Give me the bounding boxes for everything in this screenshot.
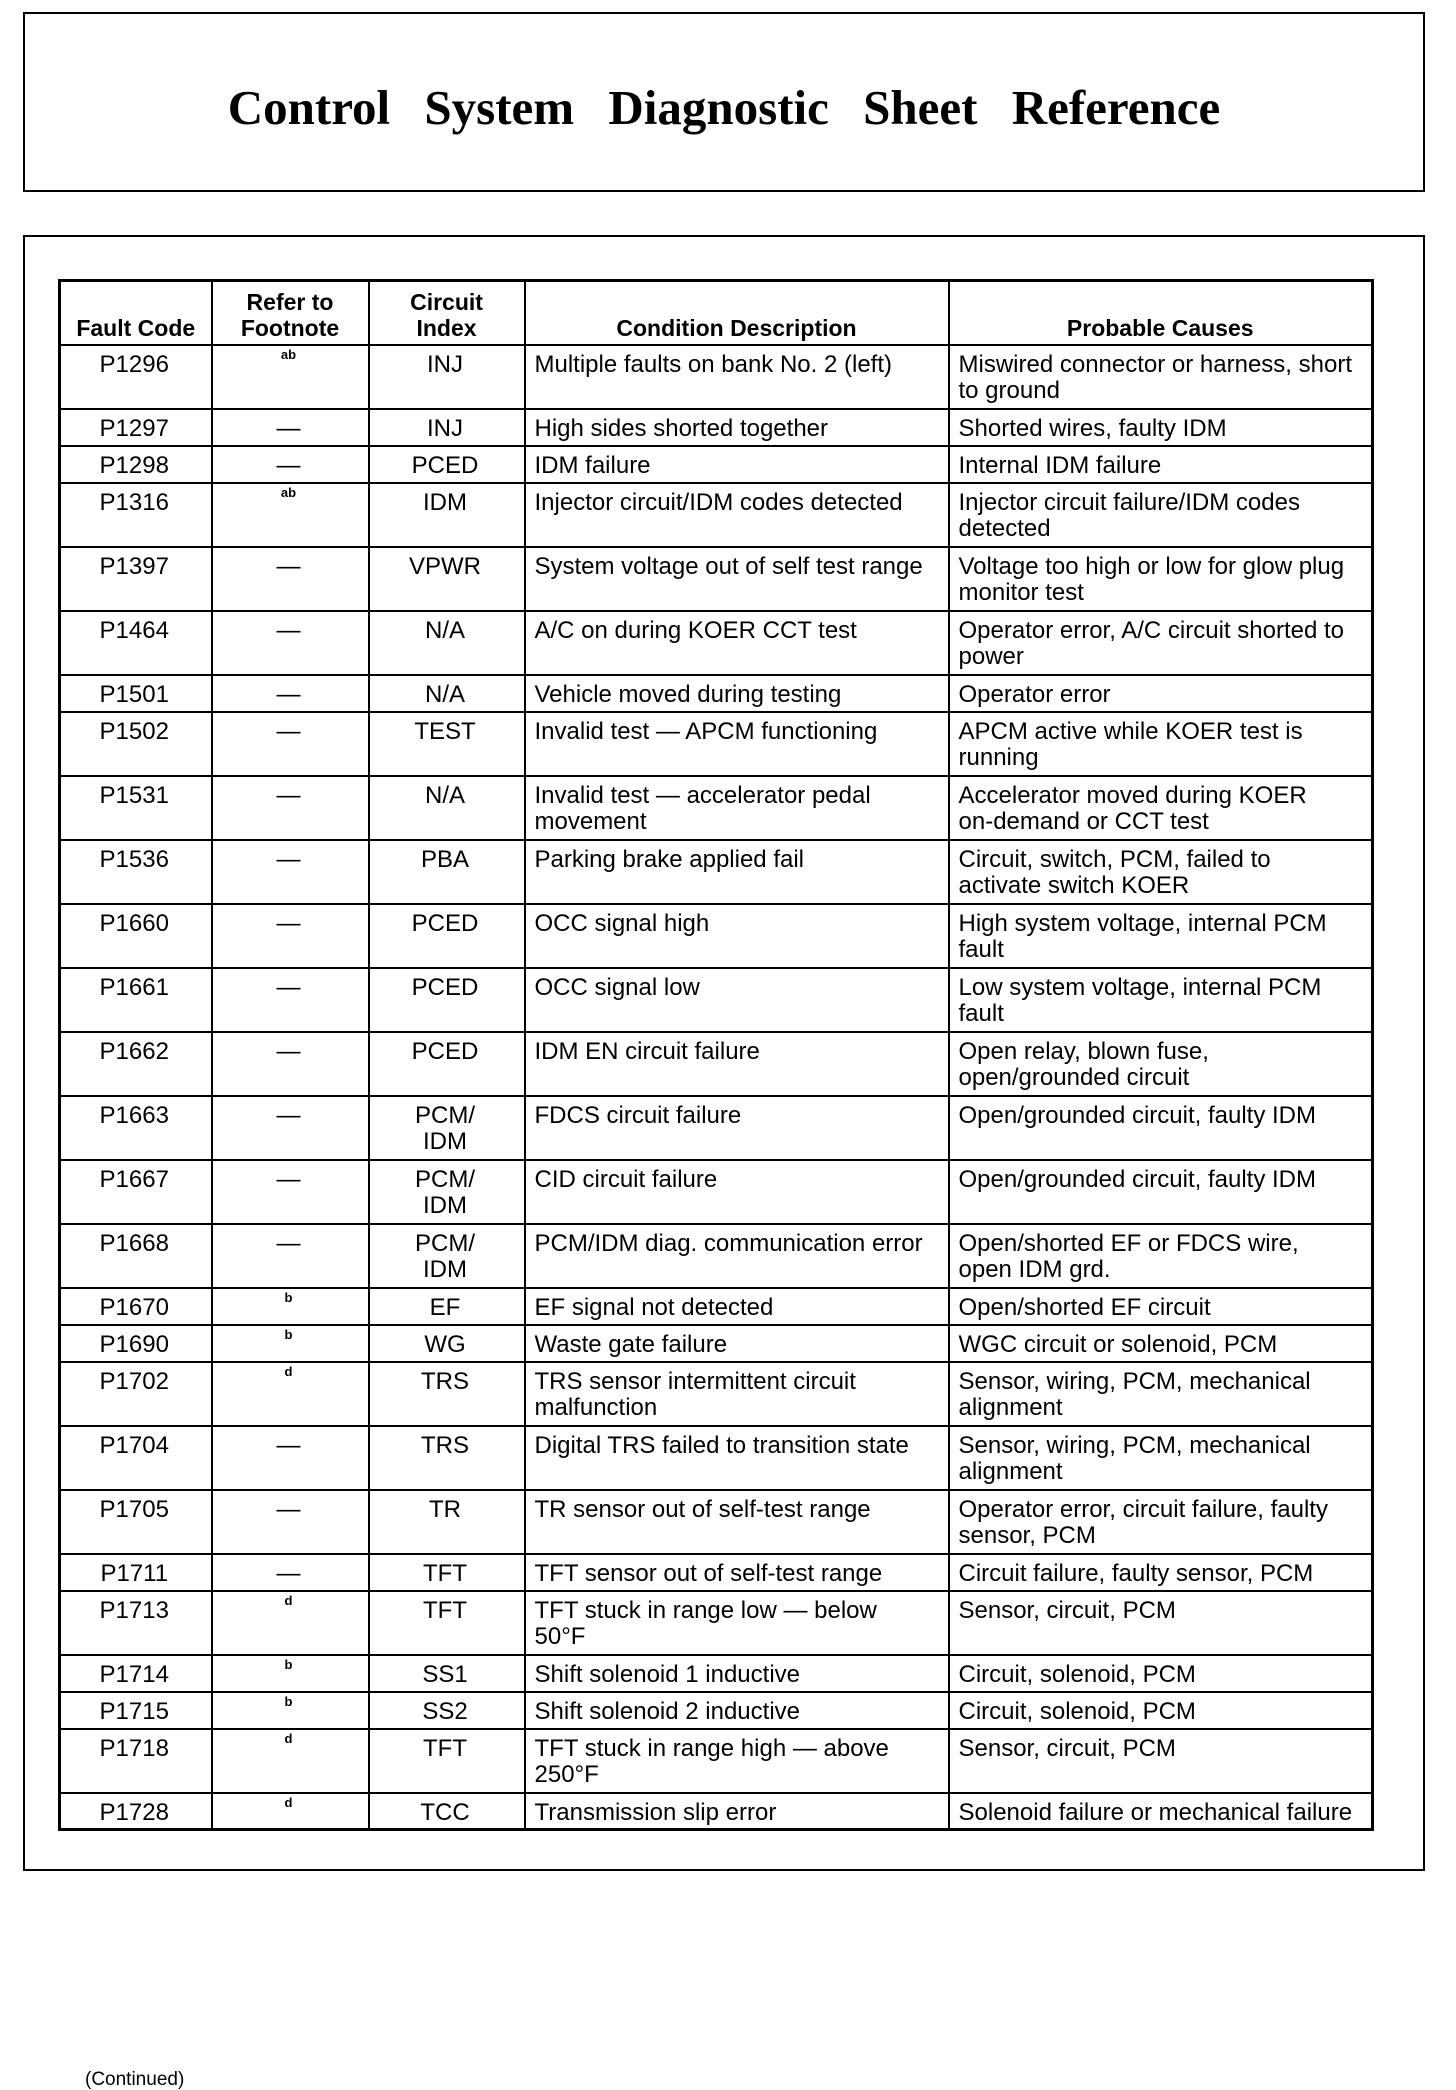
footnote-cell: — bbox=[212, 712, 369, 776]
table-row bbox=[60, 1490, 1373, 1554]
condition-description-cell: EF signal not detected bbox=[525, 1288, 949, 1325]
circuit-index-cell: N/A bbox=[369, 675, 525, 712]
footnote-cell: — bbox=[212, 611, 369, 675]
header-condition-description: Condition Description bbox=[525, 281, 949, 345]
header-circuit-index: Circuit Index bbox=[369, 281, 525, 345]
circuit-index-cell: PCED bbox=[369, 904, 525, 968]
fault-code-cell: P1397 bbox=[60, 547, 212, 611]
condition-description-cell: Shift solenoid 1 inductive bbox=[525, 1655, 949, 1692]
circuit-index-cell: TRS bbox=[369, 1426, 525, 1490]
condition-description-cell: Transmission slip error bbox=[525, 1793, 949, 1830]
footnote-cell: d bbox=[212, 1362, 369, 1426]
footnote-cell: ab bbox=[212, 483, 369, 547]
fault-code-cell: P1690 bbox=[60, 1325, 212, 1362]
circuit-index-cell: VPWR bbox=[369, 547, 525, 611]
table-row bbox=[60, 483, 1373, 547]
footnote-cell: b bbox=[212, 1692, 369, 1729]
table-row bbox=[60, 1655, 1373, 1692]
footnote-cell: b bbox=[212, 1288, 369, 1325]
table-row bbox=[60, 1426, 1373, 1490]
probable-causes-cell: WGC circuit or solenoid, PCM bbox=[949, 1325, 1373, 1362]
circuit-index-cell: PCM/ IDM bbox=[369, 1224, 525, 1288]
footnote-cell: — bbox=[212, 968, 369, 1032]
table-row bbox=[60, 1729, 1373, 1793]
circuit-index-cell: PBA bbox=[369, 840, 525, 904]
footnote-cell: — bbox=[212, 904, 369, 968]
circuit-index-cell: PCED bbox=[369, 446, 525, 483]
page-title: Control System Diagnostic Sheet Reference bbox=[227, 80, 1221, 135]
footnote-cell: — bbox=[212, 1096, 369, 1160]
table-row bbox=[60, 904, 1373, 968]
condition-description-cell: TFT sensor out of self-test range bbox=[525, 1554, 949, 1591]
condition-description-cell: TFT stuck in range high — above 250°F bbox=[525, 1729, 949, 1793]
table-row bbox=[60, 1362, 1373, 1426]
footnote-cell: — bbox=[212, 776, 369, 840]
footnote-cell: — bbox=[212, 1160, 369, 1224]
fault-code-cell: P1297 bbox=[60, 409, 212, 446]
probable-causes-cell: Accelerator moved during KOER on-demand or CCT test bbox=[949, 776, 1373, 840]
probable-causes-cell: Injector circuit failure/IDM codes detected bbox=[949, 483, 1373, 547]
footnote-cell: — bbox=[212, 1490, 369, 1554]
condition-description-cell: TR sensor out of self-test range bbox=[525, 1490, 949, 1554]
probable-causes-cell: Open/grounded circuit, faulty IDM bbox=[949, 1096, 1373, 1160]
table-row bbox=[60, 1793, 1373, 1830]
circuit-index-cell: EF bbox=[369, 1288, 525, 1325]
footnote-cell: — bbox=[212, 1554, 369, 1591]
circuit-index-cell: PCM/ IDM bbox=[369, 1096, 525, 1160]
probable-causes-cell: Open relay, blown fuse, open/grounded circuit bbox=[949, 1032, 1373, 1096]
table-row bbox=[60, 675, 1373, 712]
probable-causes-cell: Solenoid failure or mechanical failure bbox=[949, 1793, 1373, 1830]
fault-code-cell: P1501 bbox=[60, 675, 212, 712]
fault-code-cell: P1668 bbox=[60, 1224, 212, 1288]
probable-causes-cell: Sensor, wiring, PCM, mechanical alignment bbox=[949, 1362, 1373, 1426]
table-box bbox=[23, 235, 1425, 2090]
circuit-index-cell: N/A bbox=[369, 611, 525, 675]
condition-description-cell: Invalid test — accelerator pedal movement bbox=[525, 776, 949, 840]
fault-code-cell: P1663 bbox=[60, 1096, 212, 1160]
table-row bbox=[60, 1224, 1373, 1288]
fault-code-cell: P1662 bbox=[60, 1032, 212, 1096]
probable-causes-cell: Open/shorted EF or FDCS wire, open IDM grd. bbox=[949, 1224, 1373, 1288]
condition-description-cell: TRS sensor intermittent circuit malfunction bbox=[525, 1362, 949, 1426]
condition-description-cell: FDCS circuit failure bbox=[525, 1096, 949, 1160]
condition-description-cell: TFT stuck in range low — below 50°F bbox=[525, 1591, 949, 1655]
probable-causes-cell: Shorted wires, faulty IDM bbox=[949, 409, 1373, 446]
probable-causes-cell: Sensor, circuit, PCM bbox=[949, 1591, 1373, 1655]
fault-code-cell: P1296 bbox=[60, 345, 212, 409]
condition-description-cell: Invalid test — APCM functioning bbox=[525, 712, 949, 776]
table-row bbox=[60, 968, 1373, 1032]
fault-code-cell: P1316 bbox=[60, 483, 212, 547]
condition-description-cell: Waste gate failure bbox=[525, 1325, 949, 1362]
footnote-cell: ab bbox=[212, 345, 369, 409]
probable-causes-cell: Voltage too high or low for glow plug monitor test bbox=[949, 547, 1373, 611]
probable-causes-cell: Sensor, circuit, PCM bbox=[949, 1729, 1373, 1793]
fault-code-cell: P1502 bbox=[60, 712, 212, 776]
circuit-index-cell: PCM/ IDM bbox=[369, 1160, 525, 1224]
table-row bbox=[60, 446, 1373, 483]
fault-code-cell: P1531 bbox=[60, 776, 212, 840]
condition-description-cell: OCC signal high bbox=[525, 904, 949, 968]
fault-code-cell: P1536 bbox=[60, 840, 212, 904]
table-row bbox=[60, 840, 1373, 904]
circuit-index-cell: TRS bbox=[369, 1362, 525, 1426]
probable-causes-cell: Open/shorted EF circuit bbox=[949, 1288, 1373, 1325]
circuit-index-cell: TCC bbox=[369, 1793, 525, 1830]
probable-causes-cell: Circuit failure, faulty sensor, PCM bbox=[949, 1554, 1373, 1591]
probable-causes-cell: Low system voltage, internal PCM fault bbox=[949, 968, 1373, 1032]
table-row bbox=[60, 1096, 1373, 1160]
fault-code-cell: P1715 bbox=[60, 1692, 212, 1729]
circuit-index-cell: INJ bbox=[369, 409, 525, 446]
probable-causes-cell: Circuit, switch, PCM, failed to activate switch KOER bbox=[949, 840, 1373, 904]
condition-description-cell: System voltage out of self test range bbox=[525, 547, 949, 611]
condition-description-cell: PCM/IDM diag. communication error bbox=[525, 1224, 949, 1288]
footnote-cell: d bbox=[212, 1729, 369, 1793]
footnote-cell: d bbox=[212, 1591, 369, 1655]
table-row bbox=[60, 611, 1373, 675]
circuit-index-cell: SS1 bbox=[369, 1655, 525, 1692]
fault-code-cell: P1667 bbox=[60, 1160, 212, 1224]
circuit-index-cell: TFT bbox=[369, 1729, 525, 1793]
probable-causes-cell: High system voltage, internal PCM fault bbox=[949, 904, 1373, 968]
condition-description-cell: Shift solenoid 2 inductive bbox=[525, 1692, 949, 1729]
footnote-cell: — bbox=[212, 547, 369, 611]
fault-code-cell: P1702 bbox=[60, 1362, 212, 1426]
fault-code-cell: P1670 bbox=[60, 1288, 212, 1325]
fault-code-cell: P1711 bbox=[60, 1554, 212, 1591]
fault-code-cell: P1464 bbox=[60, 611, 212, 675]
table-row bbox=[60, 1591, 1373, 1655]
fault-code-cell: P1298 bbox=[60, 446, 212, 483]
probable-causes-cell: Operator error, circuit failure, faulty sensor, PCM bbox=[949, 1490, 1373, 1554]
table-row bbox=[60, 345, 1373, 409]
table-row bbox=[60, 1325, 1373, 1362]
footnote-cell: d bbox=[212, 1793, 369, 1830]
circuit-index-cell: TEST bbox=[369, 712, 525, 776]
circuit-index-cell: PCED bbox=[369, 1032, 525, 1096]
header-fault-code: Fault Code bbox=[60, 281, 212, 345]
footnote-cell: b bbox=[212, 1325, 369, 1362]
footnote-cell: — bbox=[212, 1426, 369, 1490]
condition-description-cell: OCC signal low bbox=[525, 968, 949, 1032]
circuit-index-cell: IDM bbox=[369, 483, 525, 547]
fault-code-cell: P1713 bbox=[60, 1591, 212, 1655]
header-footnote: Refer to Footnote bbox=[212, 281, 369, 345]
circuit-index-cell: WG bbox=[369, 1325, 525, 1362]
probable-causes-cell: Operator error bbox=[949, 675, 1373, 712]
continued-note: (Continued) bbox=[85, 2069, 185, 2090]
probable-causes-cell: Open/grounded circuit, faulty IDM bbox=[949, 1160, 1373, 1224]
fault-code-cell: P1704 bbox=[60, 1426, 212, 1490]
probable-causes-cell: Circuit, solenoid, PCM bbox=[949, 1692, 1373, 1729]
fault-code-cell: P1718 bbox=[60, 1729, 212, 1793]
condition-description-cell: IDM failure bbox=[525, 446, 949, 483]
footnote-cell: — bbox=[212, 1032, 369, 1096]
fault-code-table bbox=[58, 279, 1374, 1831]
circuit-index-cell: TFT bbox=[369, 1591, 525, 1655]
table-row bbox=[60, 547, 1373, 611]
probable-causes-cell: APCM active while KOER test is running bbox=[949, 712, 1373, 776]
fault-code-cell: P1728 bbox=[60, 1793, 212, 1830]
fault-code-cell: P1660 bbox=[60, 904, 212, 968]
title-box bbox=[23, 12, 1425, 192]
condition-description-cell: Vehicle moved during testing bbox=[525, 675, 949, 712]
footnote-cell: — bbox=[212, 840, 369, 904]
fault-code-cell: P1661 bbox=[60, 968, 212, 1032]
circuit-index-cell: PCED bbox=[369, 968, 525, 1032]
table-row bbox=[60, 1692, 1373, 1729]
footnote-cell: b bbox=[212, 1655, 369, 1692]
condition-description-cell: High sides shorted together bbox=[525, 409, 949, 446]
condition-description-cell: IDM EN circuit failure bbox=[525, 1032, 949, 1096]
condition-description-cell: CID circuit failure bbox=[525, 1160, 949, 1224]
condition-description-cell: Injector circuit/IDM codes detected bbox=[525, 483, 949, 547]
table-row bbox=[60, 1032, 1373, 1096]
table-row bbox=[60, 776, 1373, 840]
probable-causes-cell: Miswired connector or harness, short to ground bbox=[949, 345, 1373, 409]
circuit-index-cell: TFT bbox=[369, 1554, 525, 1591]
probable-causes-cell: Internal IDM failure bbox=[949, 446, 1373, 483]
table-body bbox=[60, 345, 1373, 1830]
table-row bbox=[60, 409, 1373, 446]
table-row bbox=[60, 1160, 1373, 1224]
fault-code-cell: P1714 bbox=[60, 1655, 212, 1692]
table-row bbox=[60, 1554, 1373, 1591]
circuit-index-cell: INJ bbox=[369, 345, 525, 409]
probable-causes-cell: Circuit, solenoid, PCM bbox=[949, 1655, 1373, 1692]
condition-description-cell: Parking brake applied fail bbox=[525, 840, 949, 904]
circuit-index-cell: TR bbox=[369, 1490, 525, 1554]
condition-description-cell: A/C on during KOER CCT test bbox=[525, 611, 949, 675]
circuit-index-cell: SS2 bbox=[369, 1692, 525, 1729]
table-header-row bbox=[60, 281, 1373, 345]
footnote-cell: — bbox=[212, 409, 369, 446]
table-row bbox=[60, 712, 1373, 776]
fault-code-cell: P1705 bbox=[60, 1490, 212, 1554]
probable-causes-cell: Operator error, A/C circuit shorted to power bbox=[949, 611, 1373, 675]
footnote-cell: — bbox=[212, 675, 369, 712]
footnote-cell: — bbox=[212, 446, 369, 483]
circuit-index-cell: N/A bbox=[369, 776, 525, 840]
footnote-cell: — bbox=[212, 1224, 369, 1288]
probable-causes-cell: Sensor, wiring, PCM, mechanical alignment bbox=[949, 1426, 1373, 1490]
condition-description-cell: Digital TRS failed to transition state bbox=[525, 1426, 949, 1490]
table-row bbox=[60, 1288, 1373, 1325]
header-probable-causes: Probable Causes bbox=[949, 281, 1373, 345]
condition-description-cell: Multiple faults on bank No. 2 (left) bbox=[525, 345, 949, 409]
